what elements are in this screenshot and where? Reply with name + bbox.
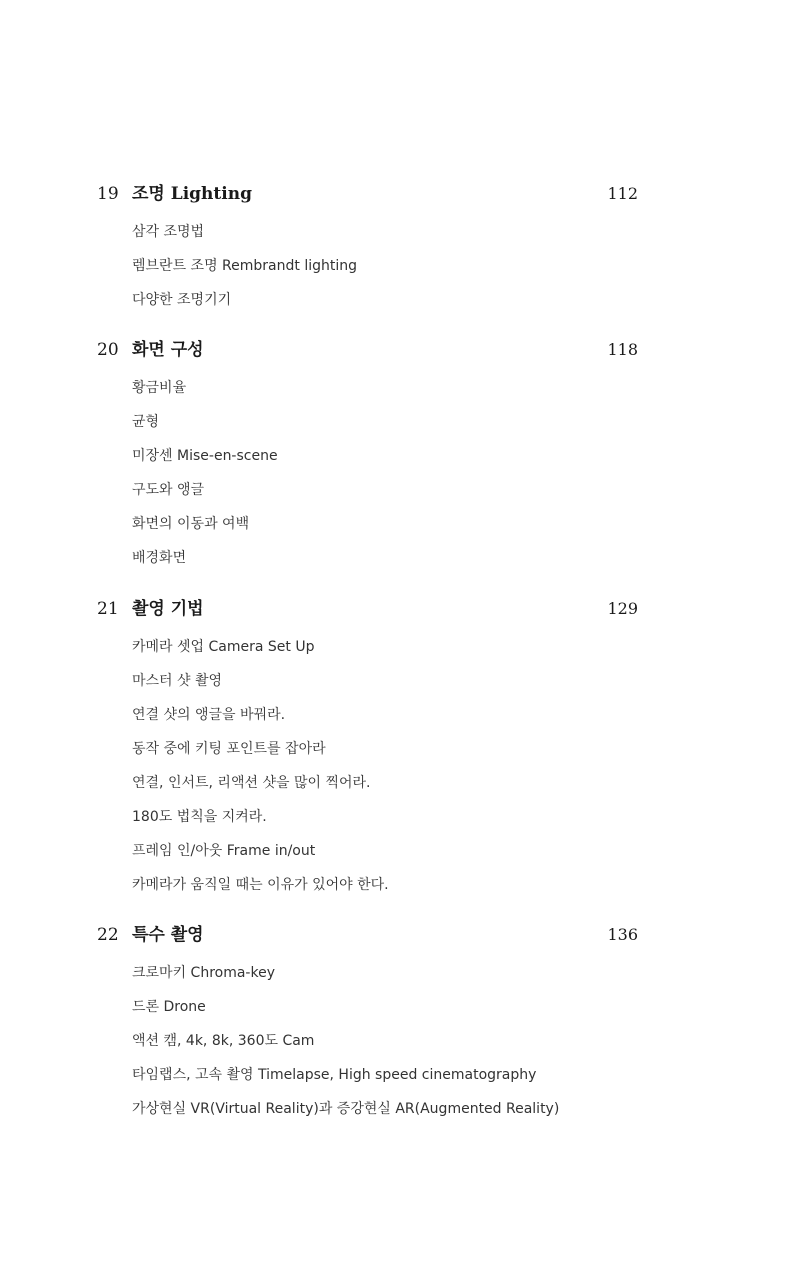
section-item: 드론 Drone (132, 999, 206, 1015)
section-item: 크로마키 Chroma-key (132, 965, 275, 981)
chapter-number: 22 (97, 925, 119, 945)
section-item: 카메라가 움직일 때는 이유가 있어야 한다. (132, 877, 389, 893)
section-item: 180도 법칙을 지켜라. (132, 809, 267, 825)
chapter-22 (0, 923, 800, 1117)
section-item: 배경화면 (132, 550, 187, 566)
section-item: 동작 중에 키팅 포인트를 잡아라 (132, 741, 326, 757)
section-item: 마스터 샷 촬영 (132, 673, 223, 689)
section-item: 황금비율 (132, 380, 187, 396)
chapter-number: 21 (97, 599, 119, 619)
section-item: 미장센 Mise-en-scene (132, 448, 278, 464)
section-item: 타임랩스, 고속 촬영 Timelapse, High speed cinematography (132, 1067, 537, 1083)
chapter-title: 조명 Lighting (132, 184, 252, 204)
chapter-heading (0, 597, 800, 625)
section-item: 삼각 조명법 (132, 224, 205, 240)
chapter-19 (0, 182, 800, 308)
chapter-page-number: 136 (607, 925, 638, 944)
section-item: 화면의 이동과 여백 (132, 516, 250, 532)
section-list (132, 963, 559, 1133)
chapter-21 (0, 597, 800, 893)
chapter-title: 촬영 기법 (132, 599, 204, 619)
chapter-number: 20 (97, 340, 119, 360)
chapter-number: 19 (97, 184, 119, 204)
section-item: 다양한 조명기기 (132, 292, 232, 308)
chapter-page-number: 112 (607, 184, 638, 203)
chapter-heading (0, 338, 800, 366)
section-item: 연결, 인서트, 리액션 샷을 많이 찍어라. (132, 775, 371, 791)
chapter-heading (0, 182, 800, 210)
section-item: 렘브란트 조명 Rembrandt lighting (132, 258, 357, 274)
section-item: 액션 캠, 4k, 8k, 360도 Cam (132, 1033, 315, 1049)
section-item: 균형 (132, 414, 160, 430)
chapter-heading (0, 923, 800, 951)
chapter-title: 특수 촬영 (132, 925, 204, 945)
chapter-title: 화면 구성 (132, 340, 204, 360)
section-list (132, 637, 389, 909)
section-item: 카메라 셋업 Camera Set Up (132, 639, 315, 655)
section-item: 연결 샷의 앵글을 바꿔라. (132, 707, 286, 723)
chapter-20 (0, 338, 800, 566)
section-item: 프레임 인/아웃 Frame in/out (132, 843, 316, 859)
chapter-page-number: 129 (607, 599, 638, 618)
section-item: 가상현실 VR(Virtual Reality)과 증강현실 AR(Augmented Reality) (132, 1101, 560, 1117)
chapter-page-number: 118 (607, 340, 638, 359)
section-item: 구도와 앵글 (132, 482, 205, 498)
section-list (132, 378, 278, 582)
section-list (132, 222, 357, 324)
